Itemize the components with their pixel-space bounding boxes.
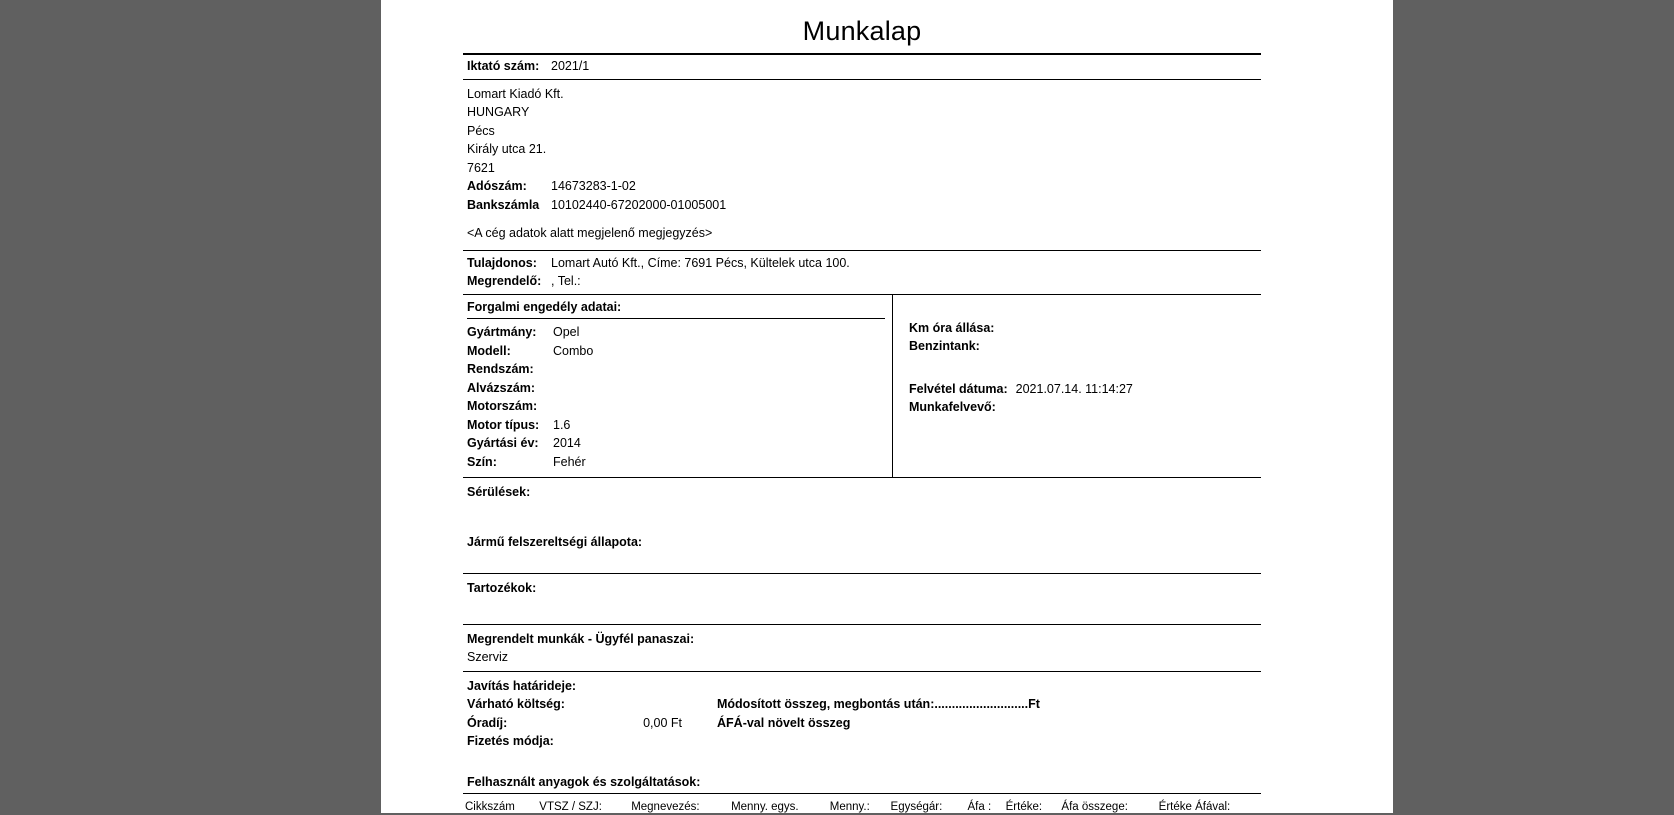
hourly-rate-value: 0,00 Ft: [643, 715, 682, 730]
intake-date-row: [909, 380, 1261, 399]
vehicle-field-row: [467, 453, 892, 472]
company-tax-row: [467, 177, 1261, 196]
cost-spacer: [682, 714, 717, 733]
vehicle-field-row: [467, 434, 892, 453]
items-title-divider: [463, 793, 1261, 794]
items-table-head: [463, 797, 1261, 815]
owner-value: Lomart Autó Kft., Címe: 7691 Pécs, Kültelek utca 100.: [551, 255, 850, 270]
company-tax-value: 14673283-1-02: [551, 179, 636, 193]
payment-method-value: [602, 732, 682, 751]
vehicle-field-row: [467, 379, 892, 398]
registry-value: 2021/1: [551, 59, 590, 73]
intake-date-value: 2021.07.14. 11:14:27: [1015, 381, 1133, 396]
col-unit-price: Egységár:: [890, 801, 943, 813]
hourly-rate-row: [467, 714, 1261, 733]
vehicle-model-value: Combo: [553, 343, 594, 358]
vehicle-right-group-2: [909, 380, 1261, 417]
vehicle-fields: [467, 323, 892, 471]
vehicle-right-group-1: [909, 295, 1261, 356]
vehicle-plate-label: Rendszám:: [467, 362, 534, 376]
cost-bottom-spacer: [467, 751, 1261, 773]
col-vtsz-szj: VTSZ / SZJ:: [539, 801, 602, 813]
receiver-row: [909, 398, 1261, 417]
vehicle-make-label: Gyártmány:: [467, 325, 537, 339]
expected-cost-label: Várható költség:: [467, 697, 565, 711]
vehicle-field-row: [467, 416, 892, 435]
repair-deadline-label: Javítás határideje:: [467, 678, 577, 693]
payment-method-label: Fizetés módja:: [467, 734, 554, 748]
vehicle-vin-label: Alvázszám:: [467, 380, 536, 395]
col-vat-amount: Áfa összege:: [1061, 801, 1128, 813]
repair-deadline-value: [602, 677, 682, 696]
vehicle-color-value: Fehér: [553, 454, 586, 469]
equipment-state-section: [463, 528, 1261, 574]
expected-cost-value: [602, 695, 682, 714]
company-block: [463, 80, 1261, 219]
col-description: Megnevezés:: [631, 801, 700, 813]
col-net-value: Értéke:: [1005, 801, 1043, 813]
vehicle-section-title: Forgalmi engedély adatai:: [467, 299, 622, 314]
owner-row: [467, 254, 1261, 273]
intake-date-label: Felvétel dátuma:: [909, 381, 1008, 396]
items-title: Felhasznált anyagok és szolgáltatások:: [467, 774, 701, 789]
company-bank-value: 10102440-67202000-01005001: [551, 197, 727, 212]
damages-content-area: [467, 502, 1261, 528]
company-note-block: [463, 218, 1261, 250]
col-item-no: Cikkszám: [465, 801, 515, 813]
company-bank-row: [467, 196, 1261, 215]
fuel-tank-label: Benzintank:: [909, 339, 980, 353]
registry-block: [463, 55, 1261, 79]
expected-cost-row: [467, 695, 1261, 714]
company-bank-label: Bankszámla: [467, 197, 540, 212]
vehicle-section: [463, 295, 1261, 479]
items-header-row: [463, 797, 1261, 815]
modified-amount-label: Módosított összeg, megbontás után:...........................Ft: [717, 697, 1040, 711]
equipment-state-title: Jármű felszereltségi állapota:: [467, 534, 643, 549]
vehicle-field-row: [467, 323, 892, 342]
cost-spacer: [682, 695, 717, 714]
company-note: <A cég adatok alatt megjelenő megjegyzés>: [467, 226, 713, 240]
owner-label: Tulajdonos:: [467, 255, 537, 270]
odometer-label: Km óra állása:: [909, 320, 995, 335]
document-page: [381, 0, 1393, 813]
fuel-tank-row: [909, 337, 1261, 356]
company-street: Király utca 21.: [467, 142, 547, 156]
items-section: [463, 773, 1261, 792]
vehicle-field-row: [467, 342, 892, 361]
page-title: Munkalap: [802, 16, 922, 46]
damages-section: [463, 478, 1261, 528]
registry-label: Iktató szám:: [467, 59, 540, 73]
vehicle-make-value: Opel: [553, 325, 580, 339]
col-gross-value: Értéke Áfával:: [1158, 801, 1231, 813]
vehicle-right-spacer: [909, 356, 1261, 380]
vehicle-left-column: [463, 295, 893, 478]
vehicle-title-divider: [467, 318, 885, 319]
vehicle-engine-no-label: Motorszám:: [467, 399, 538, 413]
vat-total-label: ÁFÁ-val növelt összeg: [717, 715, 851, 730]
company-tax-label: Adószám:: [467, 179, 527, 193]
col-unit: Menny. egys.: [731, 801, 799, 813]
vehicle-color-label: Szín:: [467, 454, 497, 469]
customer-value: , Tel.:: [551, 274, 581, 288]
company-name: Lomart Kiadó Kft.: [467, 86, 564, 101]
col-vat-rate: Áfa :: [967, 801, 992, 813]
owner-block: [463, 251, 1261, 294]
vehicle-model-label: Modell:: [467, 343, 511, 358]
company-city: Pécs: [467, 123, 495, 138]
vehicle-field-row: [467, 397, 892, 416]
customer-label: Megrendelő:: [467, 274, 542, 288]
accessories-section: [463, 574, 1261, 624]
vehicle-engine-type-label: Motor típus:: [467, 417, 540, 432]
vehicle-year-value: 2014: [553, 436, 581, 450]
worksheet-document: [463, 0, 1261, 815]
items-table: [463, 797, 1261, 815]
payment-method-row: [467, 732, 1261, 751]
receiver-label: Munkafelvevő:: [909, 400, 996, 414]
repair-deadline-row: [467, 677, 1261, 696]
vehicle-right-column: [893, 295, 1261, 478]
col-quantity: Menny.:: [829, 801, 870, 813]
odometer-row: [909, 319, 1261, 338]
vehicle-engine-type-value: 1.6: [553, 417, 571, 432]
vehicle-year-label: Gyártási év:: [467, 436, 539, 450]
equipment-state-content-area: [467, 551, 1261, 573]
vehicle-field-row: [467, 360, 892, 379]
hourly-rate-label: Óradíj:: [467, 715, 508, 730]
ordered-works-section: [463, 625, 1261, 667]
damages-title: Sérülések:: [467, 485, 531, 499]
company-country: HUNGARY: [467, 105, 530, 119]
ordered-works-value: Szerviz: [467, 650, 508, 664]
accessories-content-area: [467, 598, 1261, 624]
cost-section: [463, 672, 1261, 773]
ordered-works-title: Megrendelt munkák - Ügyfél panaszai:: [467, 631, 695, 646]
company-zip: 7621: [467, 160, 495, 175]
customer-row: [467, 272, 1261, 291]
accessories-title: Tartozékok:: [467, 581, 537, 595]
vehicle-section-title-wrap: [467, 295, 892, 320]
registry-row: [467, 57, 1261, 76]
